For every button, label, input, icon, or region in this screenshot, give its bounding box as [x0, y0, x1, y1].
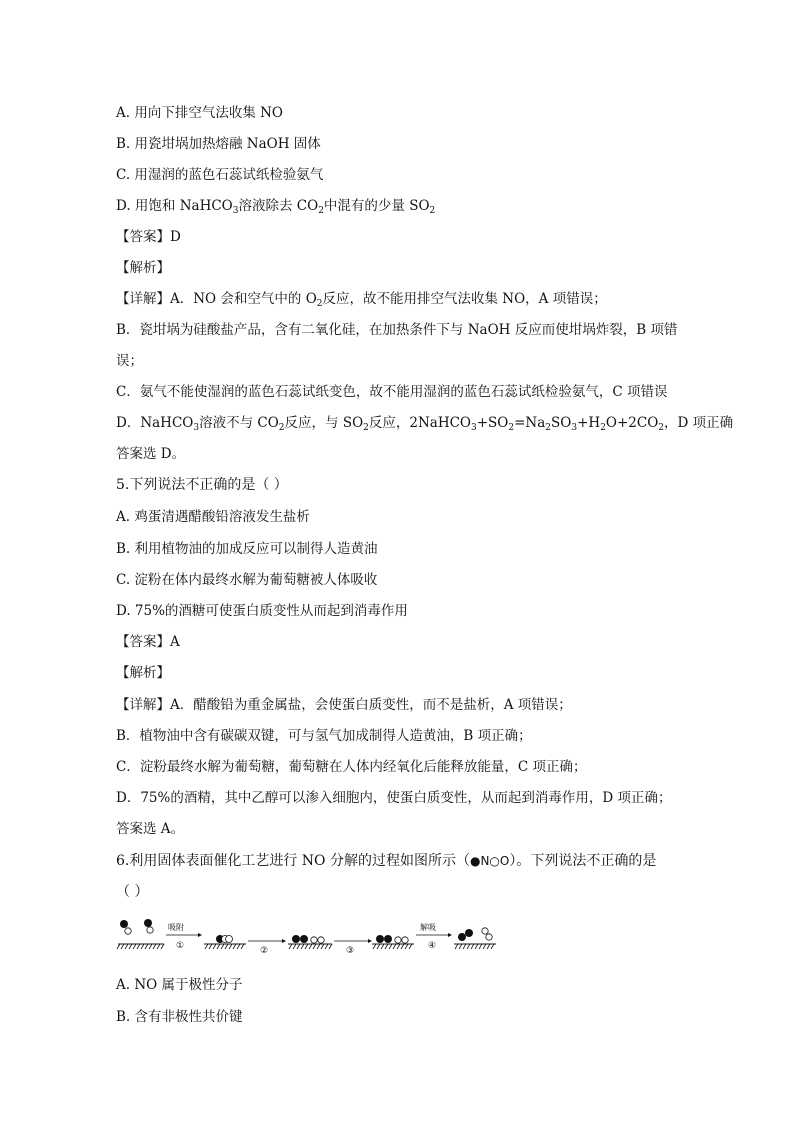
q5-conclusion: 答案选 A。: [116, 821, 185, 837]
surface-4: [372, 935, 414, 949]
q4-conclusion: 答案选 D。: [116, 446, 186, 462]
step4-number: ④: [428, 941, 437, 951]
q5-detail-d: D．75%的酒精，其中乙醇可以渗入细胞内，使蛋白质变性，从而起到消毒作用，D 项正确；: [116, 790, 672, 806]
q5-option-c: C. 淀粉在体内最终水解为葡萄糖被人体吸收: [116, 572, 378, 588]
q5-answer: 【答案】A: [116, 634, 180, 650]
arrow-step-4: [416, 922, 452, 951]
q5-stem: 5.下列说法不正确的是（ ）: [116, 477, 288, 493]
q6-option-b: B. 含有非极性共价键: [116, 1009, 243, 1025]
q4-option-b: B. 用瓷坩埚加热熔融 NaOH 固体: [116, 136, 321, 152]
surface-3: [288, 935, 332, 949]
q4-detail-b-line2: 误；: [116, 353, 143, 369]
q5-option-b: B. 利用植物油的加成反应可以制得人造黄油: [116, 541, 378, 557]
q4-detail-b-line1: B．瓷坩埚为硅酸盐产品，含有二氧化硅，在加热条件下与 NaOH 反应而使坩埚炸裂，B 项错: [116, 322, 678, 338]
q4-option-d: D. 用饱和 NaHCO$_3$溶液除去 $CO_2$中混有的少量 $SO_2$: [116, 198, 436, 216]
q5-detail-c: C．淀粉最终水解为葡萄糖，葡萄糖在人体内经氧化后能释放能量，C 项正确；: [116, 759, 587, 775]
atom-legend: ●N○O: [469, 854, 510, 868]
n-atom-icon: [144, 919, 152, 927]
step3-number: ③: [346, 946, 355, 954]
step2-number: ②: [260, 946, 269, 954]
arrow-step-2: [248, 939, 286, 954]
q6-stem: 6.利用固体表面催化工艺进行 NO 分解的过程如图所示（●N○O）。下列说法不正确的是: [116, 853, 657, 869]
surface-5: [454, 928, 496, 949]
q5-option-d: D. 75%的酒糖可使蛋白质变性从而起到消毒作用: [116, 603, 408, 619]
q5-analysis-heading: 【解析】: [116, 665, 170, 681]
surface-2: [204, 935, 246, 949]
step1-number: ①: [176, 941, 185, 951]
q5-detail-b: B．植物油中含有碳碳双键，可与氢气加成制得人造黄油，B 项正确；: [116, 728, 532, 744]
arrow-step-3: [334, 939, 372, 954]
q4-detail-d: D．NaHCO$_3$溶液不与 $CO_2$反应，与 $SO_2$反应，$2NaHCO_3+SO_2=Na_2SO_3+H_2O+2CO_2$，D 项正确: [116, 415, 734, 433]
o-atom-icon: [125, 928, 131, 934]
n-atom-icon: [120, 920, 128, 928]
q5-option-a: A. 鸡蛋清遇醋酸铅溶液发生盐析: [116, 509, 310, 525]
step1-label: 吸附: [168, 923, 184, 932]
q4-detail-c: C．氨气不能使湿润的蓝色石蕊试纸变色，故不能用湿润的蓝色石蕊试纸检验氨气，C 项错误: [116, 384, 668, 400]
q4-option-c: C. 用湿润的蓝色石蕊试纸检验氨气: [116, 167, 324, 183]
arrow-step-1: [166, 922, 202, 951]
q6-option-a: A. NO 属于极性分子: [116, 977, 243, 993]
q4-analysis-heading: 【解析】: [116, 260, 170, 276]
q5-detail-a: 【详解】A．醋酸铅为重金属盐，会使蛋白质变性，而不是盐析，A 项错误；: [116, 697, 572, 713]
q4-answer: 【答案】D: [116, 229, 181, 245]
o-atom-icon: [147, 927, 153, 933]
q4-option-a: A. 用向下排空气法收集 NO: [116, 105, 284, 121]
step4-label: 解吸: [420, 923, 436, 932]
surface-1: [117, 919, 164, 949]
no-decomposition-diagram: [116, 918, 500, 954]
q4-detail-a: 【详解】A．NO 会和空气中的 $O_2$反应，故不能用排空气法收集 NO，A 项错误；: [116, 291, 607, 309]
q6-stem-paren: （ ）: [116, 884, 149, 900]
